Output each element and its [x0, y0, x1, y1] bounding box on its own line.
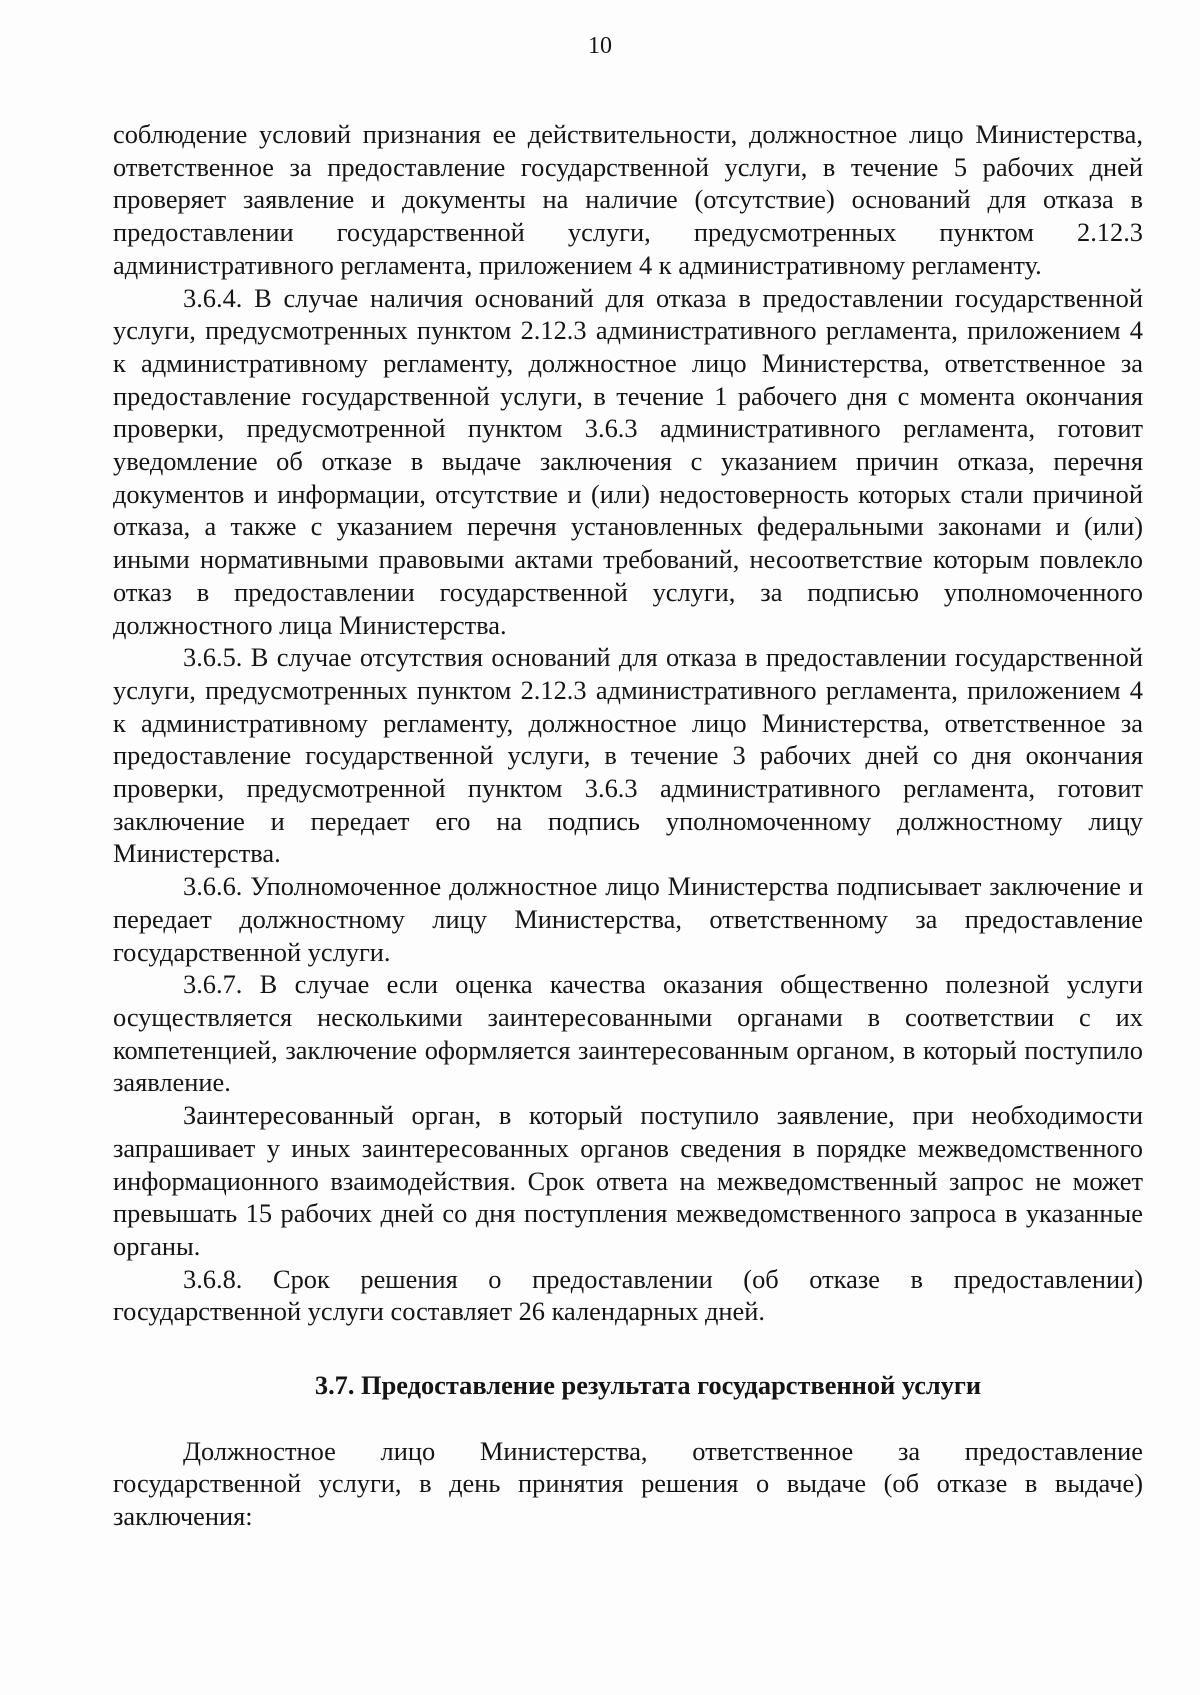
document-body	[113, 118, 1143, 1533]
paragraph-3-6-7: 3.6.7. В случае если оценка качества оказания общественно полезной услуги осуществляется несколькими заинтересованными органами в соответствии с их компетенцией, заключение оформляется заинтересованным органом, в который поступило заявление.	[113, 969, 1143, 1098]
paragraph-3-6-4: 3.6.4. В случае наличия оснований для отказа в предоставлении государственной услуги, предусмотренных пунктом 2.12.3 административного регламента, приложением 4 к административному регламенту, должностное лицо Министерства, ответственное за предоставление государственной услуги, в течение 1 рабочего дня с момента окончания проверки, предусмотренной пунктом 3.6.3 административного регламента, готовит уведомление об отказе в выдаче заключения с указанием причин отказа, перечня документов и информации, отсутствие и (или) недостоверность которых стали причиной отказа, а также с указанием перечня установленных федеральными законами и (или) иными нормативными правовыми актами требований, несоответствие которым повлекло отказ в предоставлении государственной услуги, за подписью уполномоченного должностного лица Министерства.	[113, 282, 1143, 640]
section-heading: 3.7. Предоставление результата государственной услуги	[314, 1370, 982, 1401]
paragraph-3-6-5: 3.6.5. В случае отсутствия оснований для отказа в предоставлении государственной услуги, предусмотренных пунктом 2.12.3 административного регламента, приложением 4 к административному регламенту, должностное лицо Министерства, ответственное за предоставление государственной услуги, в течение 3 рабочих дней со дня окончания проверки, предусмотренной пунктом 3.6.3 административного регламента, готовит заключение и передает его на подпись уполномоченному должностному лицу Министерства.	[113, 642, 1143, 869]
page-number: 10	[588, 33, 612, 59]
paragraph-3-7-intro: Должностное лицо Министерства, ответственное за предоставление государственной услуги, в день принятия решения о выдаче (об отказе в выдаче) заключения:	[113, 1435, 1143, 1532]
paragraph-interested-body: Заинтересованный орган, в который поступило заявление, при необходимости запрашивает у иных заинтересованных органов сведения в порядке межведомственного информационного взаимодействия. Срок ответа на межведомственный запрос не может превышать 15 рабочих дней со дня поступления межведомственного запроса в указанные органы.	[113, 1100, 1143, 1261]
paragraph-3-6-8: 3.6.8. Срок решения о предоставлении (об отказе в предоставлении) государственной услуги составляет 26 календарных дней.	[113, 1263, 1143, 1327]
paragraph-continuation: соблюдение условий признания ее действительности, должностное лицо Министерства, ответственное за предоставление государственной услуги, в течение 5 рабочих дней проверяет заявление и документы на наличие (отсутствие) оснований для отказа в предоставлении государственной услуги, предусмотренных пунктом 2.12.3 административного регламента, приложением 4 к административному регламенту.	[113, 119, 1143, 280]
paragraph-3-6-6: 3.6.6. Уполномоченное должностное лицо Министерства подписывает заключение и передает должностному лицу Министерства, ответственному за предоставление государственной услуги.	[113, 871, 1143, 967]
